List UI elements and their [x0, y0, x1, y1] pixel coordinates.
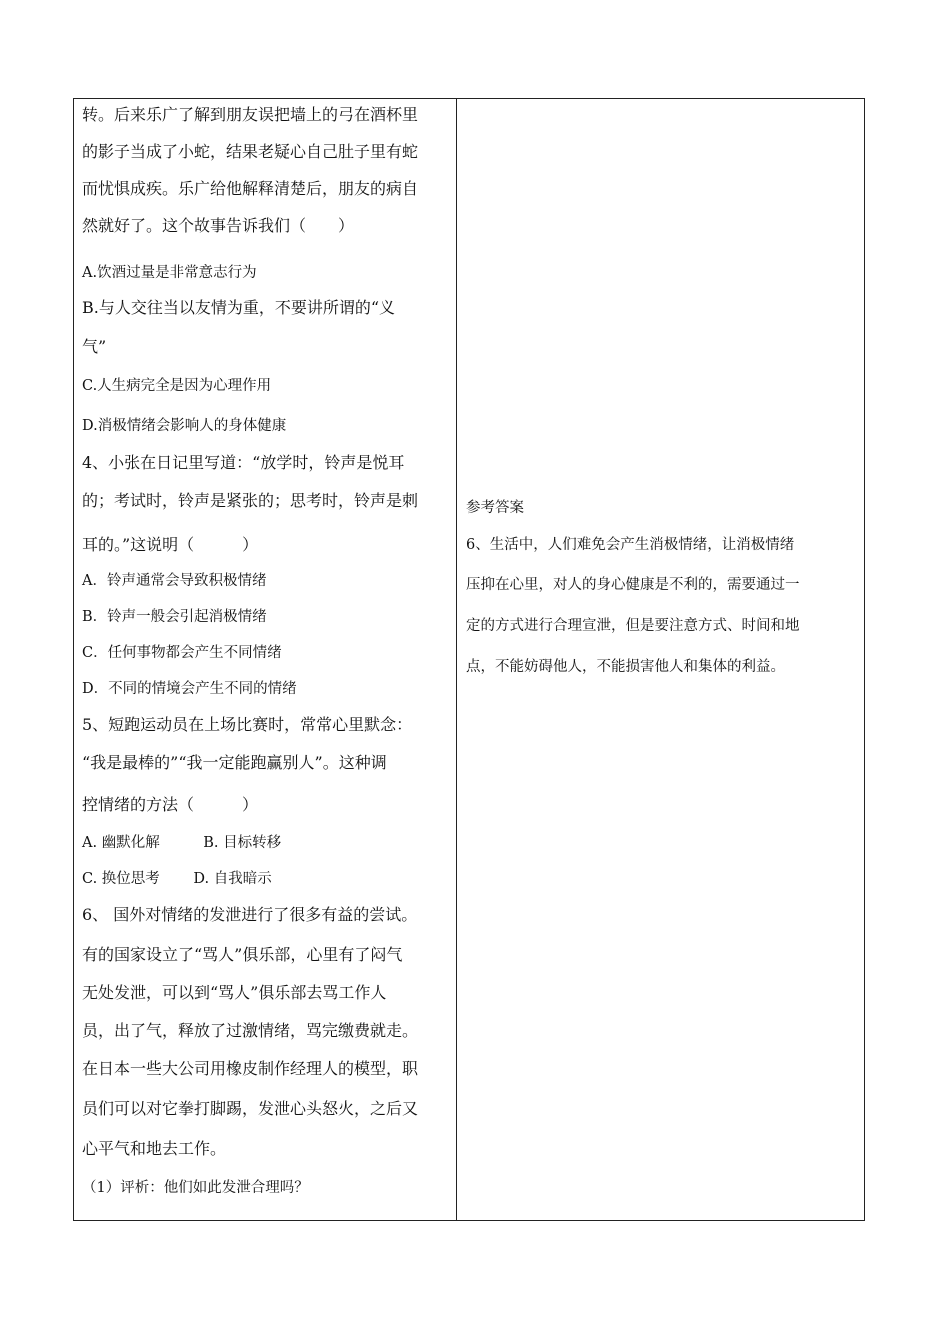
answer-line: 定的方式进行合理宣泄，但是要注意方式、时间和地: [466, 618, 800, 634]
question-5-line: 5、短跑运动员在上场比赛时，常常心里默念：: [82, 715, 413, 734]
answer-line: 6、生活中，人们难免会产生消极情绪，让消极情绪: [466, 537, 795, 553]
column-divider: [456, 99, 457, 1220]
option-line: A. 幽默化解 B. 目标转移: [82, 835, 282, 851]
question-4-line: 的；考试时，铃声是紧张的；思考时，铃声是刺: [82, 491, 419, 510]
option-line: B．铃声一般会引起消极情绪: [82, 609, 267, 625]
question-6-line: 6、 国外对情绪的发泄进行了很多有益的尝试。: [82, 905, 418, 924]
answer-line: 压抑在心里，对人的身心健康是不利的，需要通过一: [466, 577, 800, 593]
option-line: D．不同的情境会产生不同的情绪: [82, 681, 297, 697]
option-line: C. 换位思考 D. 自我暗示: [82, 871, 272, 887]
option-line: C.人生病完全是因为心理作用: [82, 378, 272, 394]
question-4-line: 耳的。”这说明（ ）: [82, 535, 259, 554]
question-6-line: 心平气和地去工作。: [82, 1139, 227, 1158]
question-6-line: 员，出了气，释放了过激情绪，骂完缴费就走。: [82, 1021, 419, 1040]
text-line: 而忧惧成疾。乐广给他解释清楚后，朋友的病自: [82, 179, 419, 198]
answer-line: 点，不能妨碍他人，不能损害他人和集体的利益。: [466, 659, 785, 675]
text-line: 转。后来乐广了解到朋友误把墙上的弓在酒杯里: [82, 105, 419, 124]
question-5-line: 控情绪的方法（ ）: [82, 795, 259, 814]
option-line: 气”: [82, 337, 107, 356]
text-line: 然就好了。这个故事告诉我们（ ）: [82, 216, 355, 235]
option-line: B.与人交往当以友情为重，不要讲所谓的“义: [82, 298, 396, 317]
question-4-line: 4、小张在日记里写道：“放学时，铃声是悦耳: [82, 453, 405, 472]
two-column-table: [73, 98, 865, 1221]
option-line: A.饮酒过量是非常意志行为: [82, 265, 257, 281]
sub-question-line: （1）评析：他们如此发泄合理吗？: [82, 1180, 309, 1196]
question-6-line: 有的国家设立了“骂人”俱乐部，心里有了闷气: [82, 945, 403, 964]
question-6-line: 员们可以对它拳打脚踢，发泄心头怒火，之后又: [82, 1099, 419, 1118]
question-5-line: “我是最棒的”“我一定能跑赢别人”。这种调: [82, 753, 387, 772]
question-6-line: 无处发泄，可以到“骂人”俱乐部去骂工作人: [82, 983, 387, 1002]
option-line: D.消极情绪会影响人的身体健康: [82, 418, 287, 434]
question-6-line: 在日本一些大公司用橡皮制作经理人的模型，职: [82, 1059, 419, 1078]
option-line: A．铃声通常会导致积极情绪: [82, 573, 267, 589]
answer-heading: 参考答案: [466, 500, 524, 516]
text-line: 的影子当成了小蛇，结果老疑心自己肚子里有蛇: [82, 142, 419, 161]
option-line: C．任何事物都会产生不同情绪: [82, 645, 282, 661]
